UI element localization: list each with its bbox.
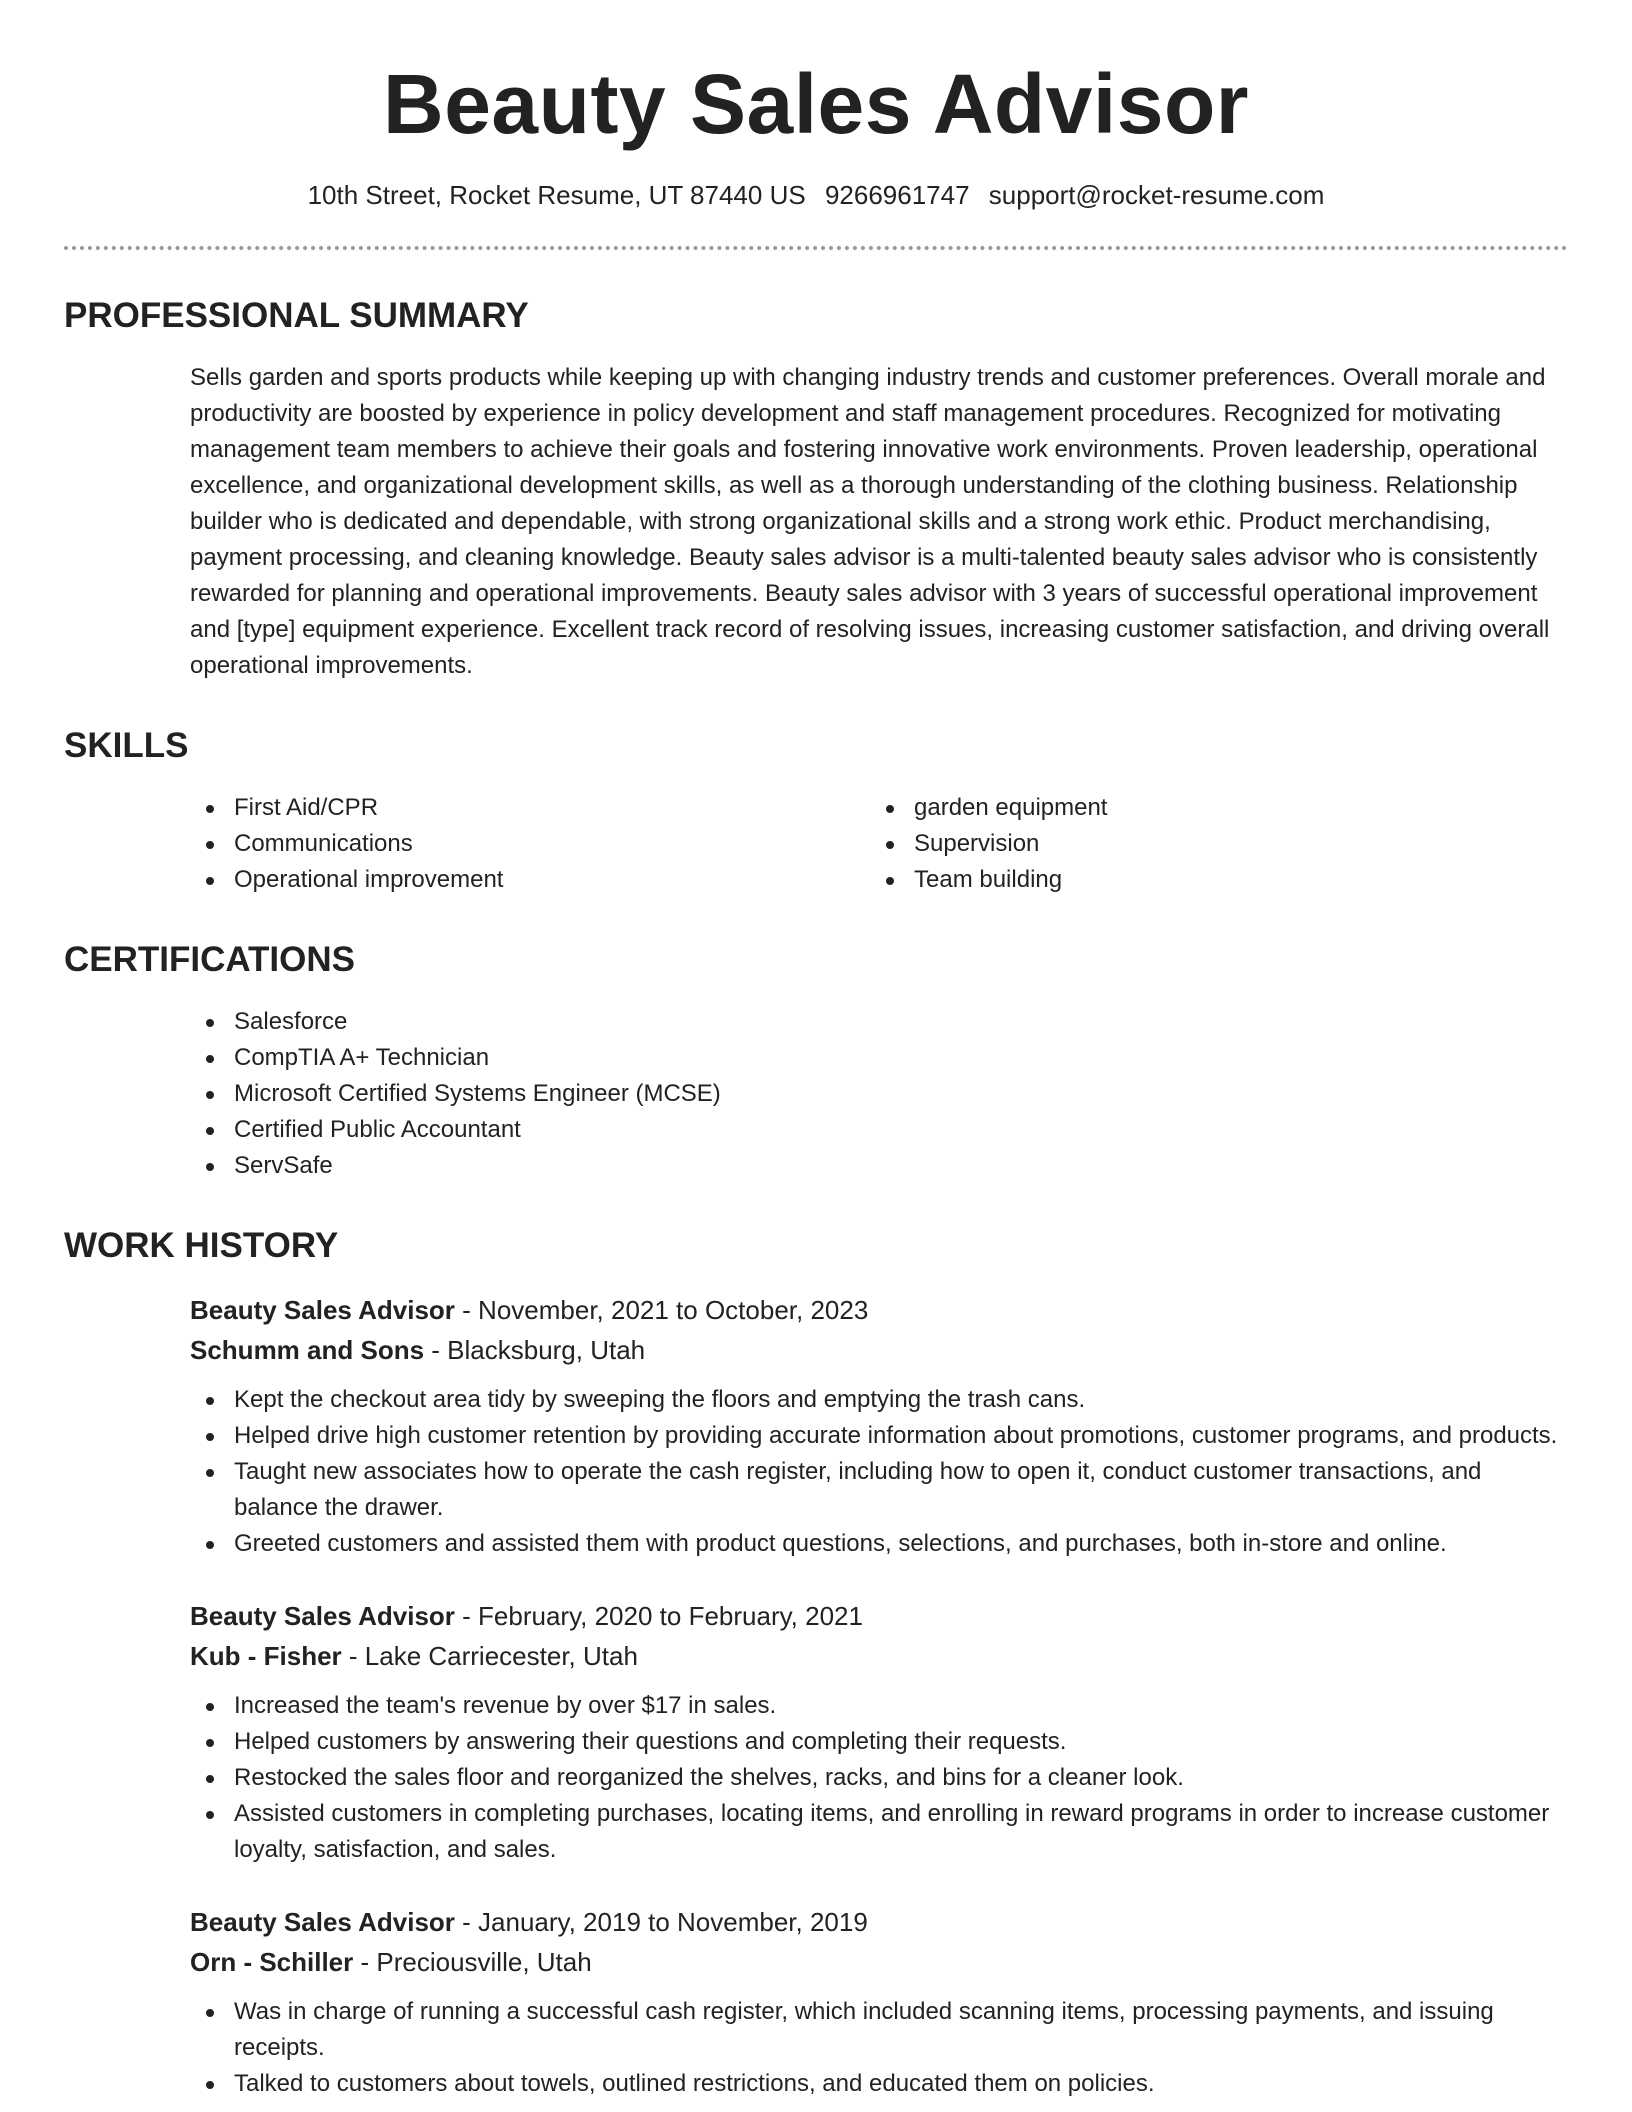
certifications-heading: CERTIFICATIONS	[64, 940, 356, 979]
job-bullet: Helped customers by answering their questions and completing their requests.	[190, 1724, 1568, 1760]
job-company-line	[190, 1942, 1568, 1982]
job-dates: - February, 2020 to February, 2021	[454, 1601, 863, 1631]
skill-item: Team building	[870, 862, 1550, 898]
job-bullet: Increased the team's revenue by over $17 in sales.	[190, 1688, 1568, 1724]
skills-section	[64, 724, 1568, 898]
job-title-line	[190, 1596, 1568, 1636]
header-divider	[64, 246, 1568, 250]
contact-email: support@rocket-resume.com	[988, 180, 1325, 210]
job-dates: - November, 2021 to October, 2023	[454, 1295, 869, 1325]
skills-heading: SKILLS	[64, 726, 189, 765]
job-company: Kub - Fisher	[190, 1641, 342, 1671]
summary-heading: PROFESSIONAL SUMMARY	[64, 296, 529, 335]
job-entry	[190, 1290, 1568, 1562]
job-bullet: Greeted customers and assisted them with product questions, selections, and purchases, both in-store and online.	[190, 1526, 1568, 1562]
summary-text: Sells garden and sports products while keeping up with changing industry trends and customer preferences. Overall morale and productivity are boosted by experience in policy development and staff management procedures. Recognized for motivating management team members to achieve their goals and fostering innovative work environments. Proven leadership, operational excellence, and organizational development skills, as well as a thorough understanding of the clothing business. Relationship builder who is dedicated and dependable, with strong organizational skills and a strong work ethic. Product merchandising, payment processing, and cleaning knowledge. Beauty sales advisor is a multi-talented beauty sales advisor who is consistently rewarded for planning and operational improvements. Beauty sales advisor with 3 years of successful operational improvement and [type] equipment experience. Excellent track record of resolving issues, increasing customer satisfaction, and driving overall operational improvements.	[190, 364, 1550, 679]
job-title: Beauty Sales Advisor	[190, 1601, 455, 1631]
work-history-heading: WORK HISTORY	[64, 1226, 339, 1265]
job-title-line	[190, 1290, 1568, 1330]
job-bullet: Was in charge of running a successful cash register, which included scanning items, processing payments, and issuing receipts.	[190, 1994, 1568, 2066]
contact-address: 10th Street, Rocket Resume, UT 87440 US	[307, 180, 806, 210]
job-bullets	[64, 1688, 1568, 1868]
skills-grid	[190, 790, 1568, 898]
job-title: Beauty Sales Advisor	[190, 1295, 455, 1325]
job-location: - Lake Carriecester, Utah	[341, 1641, 638, 1671]
resume-header	[64, 0, 1568, 212]
contact-line	[64, 178, 1568, 212]
certification-item: Certified Public Accountant	[190, 1112, 1568, 1148]
job-bullet: Taught new associates how to operate the cash register, including how to open it, conduct customer transactions, and balance the drawer.	[190, 1454, 1568, 1526]
job-bullet: Restocked the sales floor and reorganized the shelves, racks, and bins for a cleaner look.	[190, 1760, 1568, 1796]
job-title: Beauty Sales Advisor	[190, 1907, 455, 1937]
skills-list-right	[870, 790, 1550, 898]
job-location: - Blacksburg, Utah	[424, 1335, 646, 1365]
job-company-line	[190, 1636, 1568, 1676]
certification-item: Microsoft Certified Systems Engineer (MCSE)	[190, 1076, 1568, 1112]
job-dates: - January, 2019 to November, 2019	[454, 1907, 868, 1937]
certifications-section	[64, 938, 1568, 1184]
certifications-list	[190, 1004, 1568, 1184]
job-title-line	[190, 1902, 1568, 1942]
certification-item: ServSafe	[190, 1148, 1568, 1184]
contact-phone: 9266961747	[824, 180, 970, 210]
job-bullets	[64, 1994, 1568, 2102]
job-bullet: Kept the checkout area tidy by sweeping the floors and emptying the trash cans.	[190, 1382, 1568, 1418]
job-location: - Preciousville, Utah	[353, 1947, 592, 1977]
job-bullet: Helped drive high customer retention by providing accurate information about promotions, customer programs, and products.	[190, 1418, 1568, 1454]
job-company: Schumm and Sons	[190, 1335, 425, 1365]
candidate-name: Beauty Sales Advisor	[383, 57, 1249, 151]
job-bullet: Assisted customers in completing purchases, locating items, and enrolling in reward programs in order to increase customer loyalty, satisfaction, and sales.	[190, 1796, 1568, 1868]
work-history-section	[64, 1224, 1568, 2102]
job-entry	[190, 1902, 1568, 2102]
job-company: Orn - Schiller	[190, 1947, 354, 1977]
certification-item: Salesforce	[190, 1004, 1568, 1040]
skill-item: Operational improvement	[190, 862, 870, 898]
job-bullet: Talked to customers about towels, outlined restrictions, and educated them on policies.	[190, 2066, 1568, 2102]
skill-item: garden equipment	[870, 790, 1550, 826]
skills-list-left	[190, 790, 870, 898]
job-entry	[190, 1596, 1568, 1868]
skill-item: First Aid/CPR	[190, 790, 870, 826]
job-company-line	[190, 1330, 1568, 1370]
summary-section	[64, 294, 1568, 684]
job-bullets	[64, 1382, 1568, 1562]
skill-item: Supervision	[870, 826, 1550, 862]
certification-item: CompTIA A+ Technician	[190, 1040, 1568, 1076]
skill-item: Communications	[190, 826, 870, 862]
